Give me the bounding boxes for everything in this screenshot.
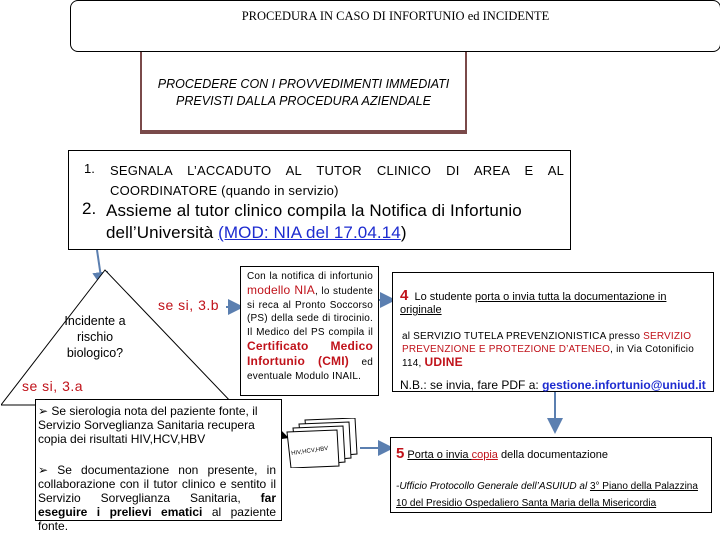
step2-text-b: ) [400, 223, 407, 242]
step5-text-a: Porta o invia [407, 449, 472, 461]
step4-office-a: al SERVIZIO TUTELA PREVENZIONISTICA presso [402, 331, 644, 342]
note-3b-text [247, 270, 373, 383]
step2-text [106, 200, 564, 244]
step5-office [396, 478, 710, 512]
step4-email-link[interactable]: gestione.infortunio@uniud.it [542, 378, 706, 392]
step5-text-b: della documentazione [497, 449, 608, 461]
note-3a-item1 [38, 404, 276, 446]
arrow-bullet-icon: ➢ [38, 463, 58, 477]
note-3b-p1: Con la notifica di infortunio [247, 271, 373, 282]
nia-form-link[interactable]: (MOD: NIA del 17.04.14 [218, 223, 401, 242]
step4-city: UDINE [424, 355, 463, 369]
procedere-line2: PREVISTI DALLA PROCEDURA AZIENDALE [176, 94, 431, 108]
note-3b-p2: , lo studente si reca al Pronto Soccorso (PS) della sede di tirocinio. [247, 285, 373, 325]
note-3b-cmi: Certificato Medico Infortunio (CMI) [247, 338, 373, 368]
decision-label [50, 313, 140, 361]
decision-line3: biologico? [66, 346, 124, 360]
note-3a-p3: al paziente fonte. [38, 505, 276, 533]
page-title: PROCEDURA IN CASO DI INFORTUNIO ed INCIDENTE [241, 9, 550, 23]
step4-nb [400, 378, 712, 392]
step4-number: 4 [400, 287, 409, 304]
note-3b-p3: Il Medico del PS compila il [247, 327, 373, 339]
documents-stack-icon [285, 418, 380, 468]
note-3a-bold: far eseguire i prelievi ematici [38, 491, 276, 519]
step5-office-floor: 3° Piano della Palazzina 10 del Presidio Ospedaliero Santa Maria della Misericordia [396, 481, 698, 509]
decision-line2: rischio [76, 330, 114, 344]
step2-text-a: Assieme al tutor clinico compila la Notifica di Infortunio dell’Università [106, 201, 522, 242]
note-3b-p4: ed eventuale Modulo INAIL. [247, 356, 373, 382]
step5-text-red: copia [471, 449, 498, 461]
step4-office-addr: , in Via Cotonificio 114, [402, 344, 694, 369]
note-3a-p1: Se sierologia nota del paziente fonte, il Servizio Sorveglianza Sanitaria recupera copia dei risultati HIV,HCV,HBV [38, 404, 258, 446]
step5-number: 5 [396, 445, 405, 462]
step4-text-a: Lo studente [414, 291, 476, 303]
procedere-line1: PROCEDERE CON I PROVVEDIMENTI IMMEDIATI [157, 77, 450, 91]
branch-3b-label: se si, 3.b [158, 297, 220, 313]
step5-office-a: -Ufficio Protocollo Generale dell’ASUIUD al [396, 481, 590, 492]
step5-text [396, 445, 706, 462]
note-3a-p2: Se documentazione non presente, in collaborazione con il tutor clinico e sentito il Servizio Sorveglianza Sanitaria, [38, 463, 276, 505]
branch-3a-label: se si, 3.a [22, 378, 84, 394]
papers-label: HIV,HCV,HBV [290, 445, 329, 458]
procedere-box [140, 52, 467, 132]
step4-office-red: SERVIZIO PREVENZIONE E PROTEZIONE D’ATENEO [402, 331, 692, 355]
step2-number: 2. [82, 199, 97, 218]
title-box [70, 0, 720, 52]
step4-office [402, 330, 708, 370]
step1-number: 1. [84, 161, 95, 176]
arrow-bullet-icon: ➢ [38, 404, 52, 418]
note-3a-item2 [38, 463, 276, 533]
step4-text-underlined: porta o invia tutta la documentazione in originale [400, 291, 667, 316]
decision-line1: Incidente a [64, 314, 126, 328]
step4-text [400, 289, 708, 317]
step1-text: SEGNALA L’ACCADUTO AL TUTOR CLINICO DI AREA E AL COORDINATORE (quando in servizio) [110, 163, 564, 198]
step4-nb-label: N.B.: se invia, fare PDF a: [400, 378, 543, 392]
note-3b-model: modello NIA [247, 282, 316, 297]
